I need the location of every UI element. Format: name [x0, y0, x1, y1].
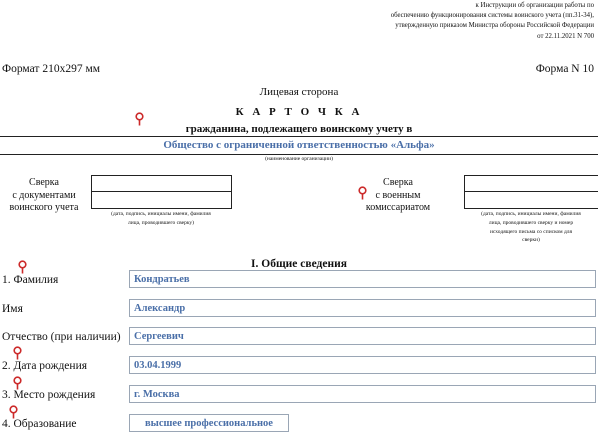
map-pin-icon[interactable] [9, 405, 18, 419]
verification-left-caption [88, 210, 234, 228]
map-pin-icon[interactable] [358, 186, 367, 200]
instruction-note-line: обеспечению функционирования системы воинского учета (пп.31-34), [390, 12, 594, 20]
first-name-field[interactable] [129, 299, 596, 317]
first-name-value: Александр [134, 303, 186, 314]
form-number: Форма N 10 [535, 63, 594, 75]
verification-right-caption-line: (дата, подпись, инициалы имени, фамилия [481, 211, 581, 217]
map-pin-icon[interactable] [13, 376, 22, 390]
verification-left-title-line: воинского учета [9, 202, 79, 213]
field-label-education: 4. Образование [2, 418, 77, 430]
verification-right-box[interactable] [464, 175, 598, 209]
field-label-first-name: Имя [2, 303, 23, 315]
verification-right-title-line: комиссариатом [365, 202, 431, 213]
card-title: К А Р Т О Ч К А [235, 106, 363, 118]
verification-right-caption [464, 210, 598, 245]
instruction-note-line: утвержденную приказом Министра обороны Российской Федерации [395, 22, 594, 30]
education-field[interactable] [129, 414, 289, 432]
birth-date-field[interactable] [129, 356, 596, 374]
verification-left-title-line: с документами [12, 189, 76, 201]
instruction-note-line: от 22.11.2021 N 700 [537, 32, 594, 40]
verification-left-title [0, 177, 88, 215]
verification-right-title-line: Сверка [383, 177, 413, 188]
verification-right-caption-line: лица, проводившего сверку и номер [488, 219, 574, 226]
verification-left-caption-line: (дата, подпись, инициалы имени, фамилия [111, 211, 211, 217]
patronymic-value: Сергеевич [134, 331, 184, 342]
instruction-note [391, 1, 594, 42]
birth-place-value: г. Москва [134, 389, 180, 400]
verification-left-title-line: Сверка [29, 177, 59, 188]
instruction-note-line: к Инструкции об организации работы по [475, 2, 594, 9]
field-label-birth-place: 3. Место рождения [2, 389, 96, 401]
verification-left-caption-line: лица, проводившего сверку) [127, 219, 195, 226]
card-subtitle: гражданина, подлежащего воинскому учету в [185, 123, 413, 135]
surname-field[interactable] [129, 270, 596, 288]
field-label-patronymic: Отчество (при наличии) [2, 331, 121, 343]
birth-place-field[interactable] [129, 385, 596, 403]
format-label: Формат 210х297 мм [2, 63, 100, 75]
divider [0, 136, 598, 137]
verification-left-box[interactable] [91, 175, 232, 209]
verification-right-caption-line: сверки) [522, 237, 540, 244]
section-title: I. Общие сведения [251, 258, 347, 270]
side-label: Лицевая сторона [259, 86, 339, 98]
map-pin-icon[interactable] [135, 112, 144, 126]
field-label-birth-date: 2. Дата рождения [2, 360, 88, 372]
organization-caption: (наименование организации) [265, 156, 333, 162]
patronymic-field[interactable] [129, 327, 596, 345]
education-value: высшее профессиональное [145, 418, 273, 429]
field-label-surname: 1. Фамилия [2, 274, 59, 286]
verification-right-title-line: с военным [375, 189, 421, 201]
map-pin-icon[interactable] [13, 346, 22, 360]
verification-right-caption-line: исходящего письма со списком для [489, 228, 573, 235]
organization-name: Общество с ограниченной ответственностью «Альфа» [163, 139, 435, 151]
birth-date-value: 03.04.1999 [134, 360, 182, 371]
surname-value: Кондратьев [134, 274, 190, 285]
map-pin-icon[interactable] [18, 260, 27, 274]
